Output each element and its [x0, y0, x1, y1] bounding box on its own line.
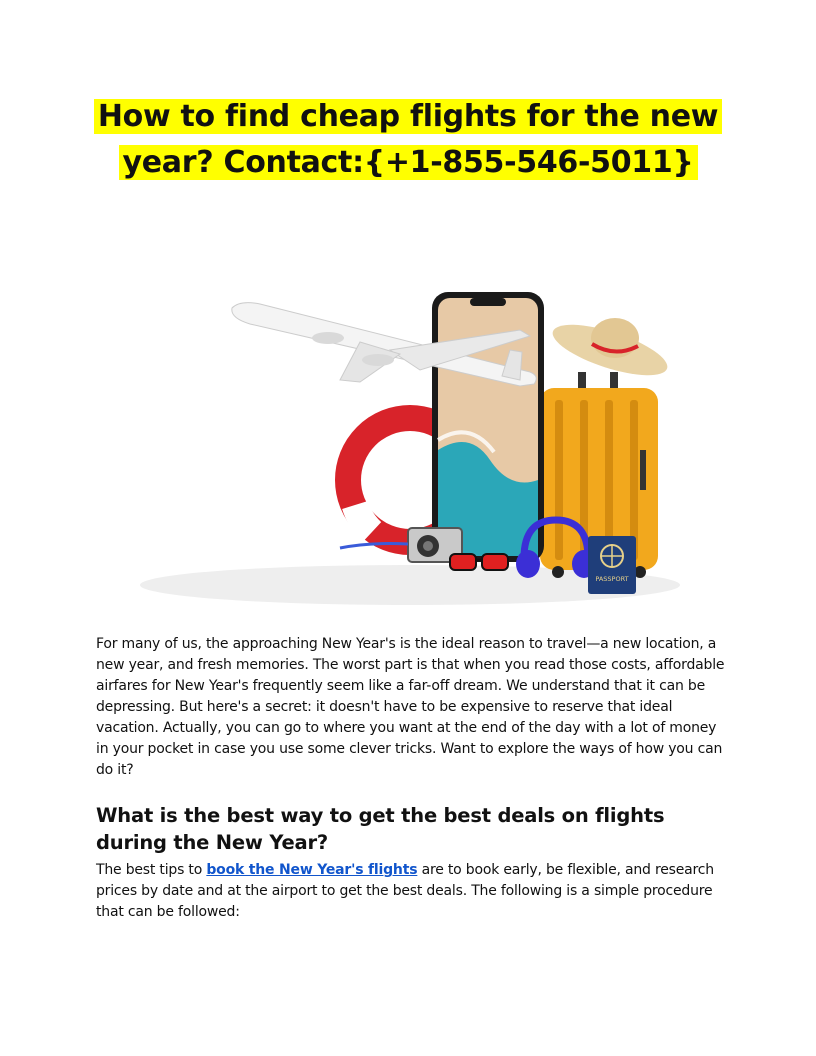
- title-highlight: How to find cheap flights for the new year? Contact:{+1-855-546-5011}: [94, 99, 722, 180]
- section-paragraph: [96, 860, 726, 923]
- book-flights-link[interactable]: book the New Year's flights: [206, 862, 418, 878]
- travel-illustration: [110, 280, 706, 610]
- passport-icon: [588, 536, 636, 594]
- intro-paragraph: For many of us, the approaching New Year's is the ideal reason to travel—a new location, a new year, and fresh memories. The worst part is that when you read those costs, affordable airfares for New Year's frequently seem like a far-off dream. We understand that it can be depressing. But here's a secret: it doesn't have to be expensive to reserve that ideal vacation. Actually, you can go to where you want at the end of the day with a lot of money in your pocket in case you use some clever tricks. Want to explore the ways of how you can do it?: [96, 636, 725, 778]
- title-block: [60, 94, 756, 186]
- smartphone-icon: [432, 292, 544, 562]
- passport-label: PASSPORT: [595, 575, 629, 583]
- section-paragraph-before-link: The best tips to: [96, 862, 207, 878]
- hero-image: [110, 280, 706, 610]
- section-heading: What is the best way to get the best deals on flights during the New Year?: [96, 804, 665, 854]
- page-title: [60, 94, 756, 186]
- section-paragraph-after-link: are to book early, be flexible, and research prices by date and at the airport to get the best deals. The following is a simple procedure that can be followed:: [96, 862, 714, 920]
